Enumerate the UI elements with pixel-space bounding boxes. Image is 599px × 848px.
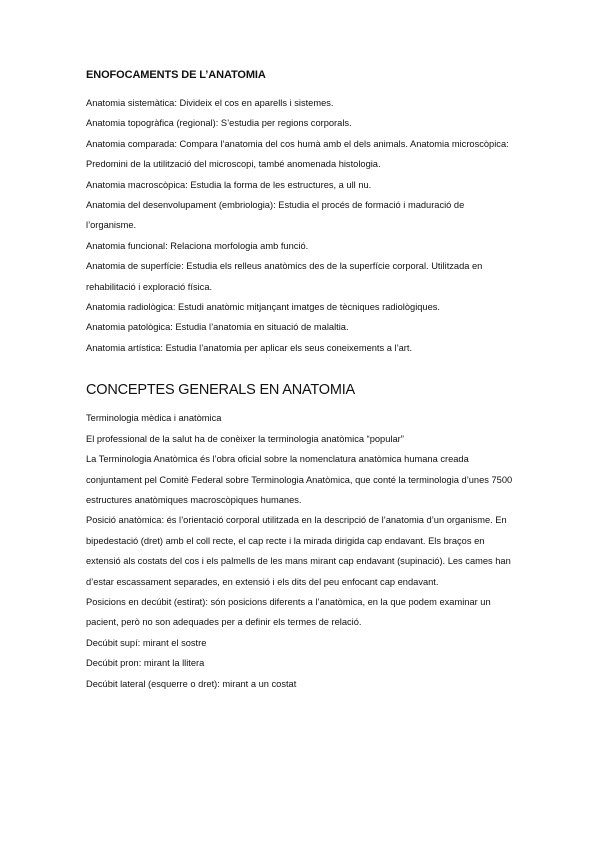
paragraph: Decúbit supí: mirant el sostre — [86, 637, 207, 648]
section-title-enfocaments: ENOFOCAMENTS DE L’ANATOMIA — [86, 69, 266, 81]
document-page — [86, 68, 516, 694]
paragraph: Anatomia funcional: Relaciona morfologia amb funció. — [86, 240, 309, 251]
paragraph: Anatomia comparada: Compara l’anatomia del cos humà amb el dels animals. Anatomia microscòpica: Predomini de la utilització del microscopi, també anomenada histologia. — [86, 138, 509, 170]
paragraph: Anatomia macroscòpica: Estudia la forma de les estructures, a ull nu. — [86, 179, 372, 190]
paragraph: Anatomia patològica: Estudia l’anatomia en situació de malaltia. — [86, 322, 349, 333]
paragraph: Decúbit pron: mirant la llitera — [86, 658, 205, 669]
paragraph: Anatomia de superfície: Estudia els relleus anatòmics des de la superfície corporal. Utilitzada en rehabilitació i exploració física. — [86, 261, 483, 292]
section-enfocaments-body — [86, 93, 516, 358]
paragraph: Anatomia del desenvolupament (embriologia): Estudia el procés de formació i maduració de l’organisme. — [86, 200, 465, 231]
paragraph: Decúbit lateral (esquerre o dret): mirant a un costat — [86, 678, 297, 689]
section-conceptes-body — [86, 408, 516, 694]
paragraph: Anatomia artística: Estudia l’anatomia per aplicar els seus coneixements a l’art. — [86, 342, 413, 353]
paragraph: La Terminologia Anatòmica és l’obra oficial sobre la nomenclatura anatòmica humana creada conjuntament pel Comitè Federal sobre Terminologia Anatòmica, que conté la terminologia d’unes 7500 estructures anatòmiques macroscòpiques humanes. — [86, 454, 513, 505]
paragraph: Terminologia mèdica i anatòmica — [86, 413, 222, 424]
paragraph: Anatomia sistemàtica: Divideix el cos en aparells i sistemes. — [86, 98, 334, 108]
paragraph: Posició anatòmica: és l’orientació corporal utilitzada en la descripció de l’anatomia d’un organisme. En bipedestació (dret) amb el coll recte, el cap recte i la mirada dirigida cap endavant. Els braços en extensió als costats del cos i els palmells de les mans mirant cap endavant (supinació). Les cames han d’estar escassament separades, en extensió i els dits del peu enfocant cap endavant. — [86, 515, 511, 587]
paragraph: Anatomia radiològica: Estudi anatòmic mitjançant imatges de tècniques radiològiques. — [86, 302, 440, 313]
section-title-conceptes: CONCEPTES GENERALS EN ANATOMIA — [86, 382, 356, 399]
paragraph: Posicions en decúbit (estirat): són posicions diferents a l’anatòmica, en la que podem examinar un pacient, però no son adequades per a definir els termes de relació. — [86, 596, 491, 628]
paragraph: El professional de la salut ha de conèixer la terminologia anatòmica “popular” — [86, 433, 404, 444]
paragraph: Anatomia topogràfica (regional): S’estudia per regions corporals. — [86, 118, 352, 129]
